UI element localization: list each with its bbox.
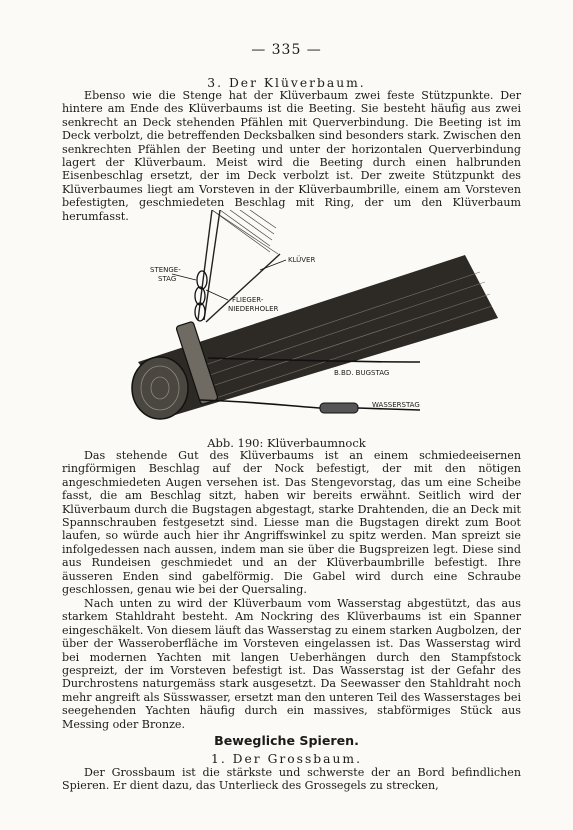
label-kluever: KLÜVER	[288, 256, 316, 264]
wasserstag-line	[200, 400, 320, 408]
label-stengestag-1: STENGE-	[150, 266, 181, 274]
figure-illustration	[120, 210, 500, 435]
label-wasserstag: WASSERSTAG	[372, 401, 420, 409]
section-title-grossbaum: 1. Der Grossbaum.	[211, 752, 362, 766]
label-flieger-2: NIEDERHOLER	[228, 305, 279, 313]
turnbuckle	[320, 403, 358, 413]
section-heading-bewegliche-spieren: Bewegliche Spieren.	[214, 733, 359, 748]
paragraph-stehendes-gut: Das stehende Gut des Klüverbaums ist an einem schmiedeeisernen ringförmigen Beschlag auf der Nock befestigt, der mit den nötigen angeschmiedeten Augen versehen ist. Das Stengevorstag, das um eine Scheibe fasst, die am Beschlag sitzt, haben wir bereits erwähnt. Seitlich wird der Klüverbaum durch die Bugstagen abgestagt, starke Drahtenden, die an Deck mit Spannschrauben festgesetzt sind. Liesse man die Bugstagen direkt zum Boot laufen, so würde auch hier ihr Angriffswinkel zu spitz werden. Man spreizt sie infolgedessen nach aussen, indem man sie über die Bugspreizen legt. Diese sind aus Rundeisen geschmiedet und an der Klüverbaumbrille befestigt. Ihre äusseren Enden sind gabelförmig. Die Gabel wird durch eine Schraube geschlossen, genau wie bei der Quersaling.	[62, 449, 521, 597]
section-title-klueverbaum: 3. Der Klüverbaum.	[207, 76, 366, 90]
paragraph-klueverbaum-intro: Ebenso wie die Stenge hat der Klüverbaum zwei feste Stützpunkte. Der hintere am Ende des Klüverbaums ist die Beeting. Sie besteht häufig aus zwei senkrecht an Deck stehenden Pfählen mit Querverbindung. Die Beeting ist im Deck verbolzt, die betreffenden Decksbalken sind besonders stark. Zwischen den senkrechten Pfählen der Beeting und unter der horizontalen Querverbindung lagert der Klüverbaum. Meist wird die Beeting durch einen halbrunden Eisenbeschlag ersetzt, der im Deck verbolzt ist. Der zweite Stützpunkt des Klüverbaumes liegt am Vorsteven in der Klüverbaumbrille, einem am Vorsteven befestigten, geschmiedeten Beschlag mit Ring, der um den Klüverbaum herumfasst.	[62, 89, 521, 223]
figure-caption: Abb. 190: Klüverbaumnock	[207, 436, 366, 450]
paragraph-grossbaum: Der Grossbaum ist die stärkste und schwerste der an Bord befindlichen Spieren. Er dient dazu, das Unterlieck des Grossegels zu strecken,	[62, 766, 521, 793]
figure-klueverbaumnock	[120, 210, 500, 435]
paragraph-wasserstag: Nach unten zu wird der Klüverbaum vom Wasserstag abgestützt, das aus starkem Stahldraht besteht. Am Nockring des Klüverbaums ist ein Spanner eingeschäkelt. Von diesem läuft das Wasserstag zu einem starken Augbolzen, der über der Wasseroberfläche im Vorsteven eingelassen ist. Das Wasserstag wird bei modernen Yachten mit langen Ueberhängen durch den Stampfstock gespreizt, der im Vorsteven befestigt ist. Das Wasserstag ist der Gefahr des Durchrostens naturgemäss stark ausgesetzt. Da Seewasser den Stahldraht noch mehr angreift als Süsswasser, ersetzt man den unteren Teil des Wasserstages bei seegehenden Yachten häufig durch ein massives, stabförmiges Stück aus Messing oder Bronze.	[62, 597, 521, 731]
label-flieger-1: FLIEGER-	[232, 296, 264, 304]
label-bugstag: B.BD. BUGSTAG	[334, 369, 390, 377]
flieger-line	[204, 210, 220, 320]
jib-sail-hatching	[212, 210, 278, 254]
page-number: — 335 —	[251, 42, 322, 58]
label-stengestag-2: STAG	[158, 275, 177, 283]
